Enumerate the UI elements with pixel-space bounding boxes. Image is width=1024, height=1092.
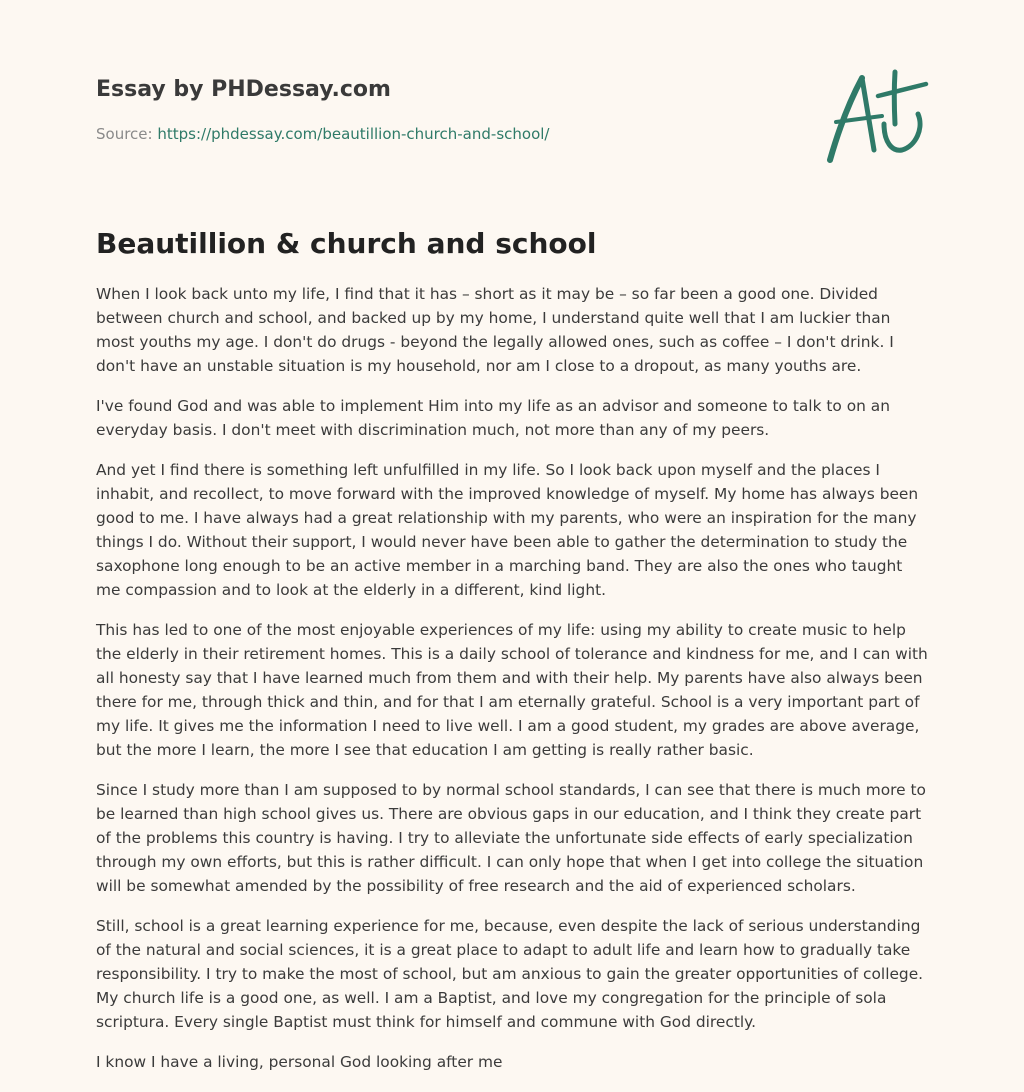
essay-paragraph: I know I have a living, personal God looking after me (96, 1053, 503, 1071)
essay-paragraph: I've found God and was able to implement Him into my life as an advisor and someone to talk to on an everyday basis. I don't meet with discrimination much, not more than any of my peers. (96, 397, 890, 439)
essay-body (96, 226, 928, 1090)
essay-header (96, 76, 796, 144)
source-link[interactable]: https://phdessay.com/beautillion-church-and-school/ (157, 125, 550, 143)
essay-paragraph: This has led to one of the most enjoyable experiences of my life: using my ability to create music to help the elderly in their retirement homes. This is a daily school of tolerance and kindness for me, and I can with all honesty say that I have learned much from them and with their help. My parents have also always been there for me, through thick and thin, and for that I am eternally grateful. School is a very important part of my life. It gives me the information I need to live well. I am a good student, my grades are above average, but the more I learn, the more I see that education I am getting is really rather basic. (96, 621, 928, 759)
source-label: Source: (96, 125, 153, 143)
a-plus-grade-icon (822, 66, 930, 166)
essay-title: Beautillion & church and school (96, 227, 597, 260)
essay-paragraph: Since I study more than I am supposed to by normal school standards, I can see that there is much more to be learned than high school gives us. There are obvious gaps in our education, and I think they create part of the problems this country is having. I try to alleviate the unfortunate side effects of early specialization through my own efforts, but this is rather difficult. I can only hope that when I get into college the situation will be somewhat amended by the possibility of free research and the aid of experienced scholars. (96, 781, 926, 895)
brand-title: Essay by PHDessay.com (96, 77, 391, 102)
essay-paragraph: When I look back unto my life, I find that it has – short as it may be – so far been a good one. Divided between church and school, and backed up by my home, I understand quite well that I am luckier than most youths my age. I don't do drugs - beyond the legally allowed ones, such as coffee – I don't drink. I don't have an unstable situation is my household, nor am I close to a dropout, as many youths are. (96, 285, 894, 375)
essay-paragraph: And yet I find there is something left unfulfilled in my life. So I look back upon myself and the places I inhabit, and recollect, to move forward with the improved knowledge of myself. My home has always been good to me. I have always had a great relationship with my parents, who were an inspiration for the many things I do. Without their support, I would never have been able to gather the determination to study the saxophone long enough to be an active member in a marching band. They are also the ones who taught me compassion and to look at the elderly in a different, kind light. (96, 461, 919, 599)
essay-paragraph: Still, school is a great learning experience for me, because, even despite the lack of serious understanding of the natural and social sciences, it is a great place to adapt to adult life and learn how to gradually take responsibility. I try to make the most of school, but am anxious to gain the greater opportunities of college. My church life is a good one, as well. I am a Baptist, and love my congregation for the principle of sola scriptura. Every single Baptist must think for himself and commune with God directly. (96, 917, 924, 1031)
source-line (96, 124, 796, 144)
